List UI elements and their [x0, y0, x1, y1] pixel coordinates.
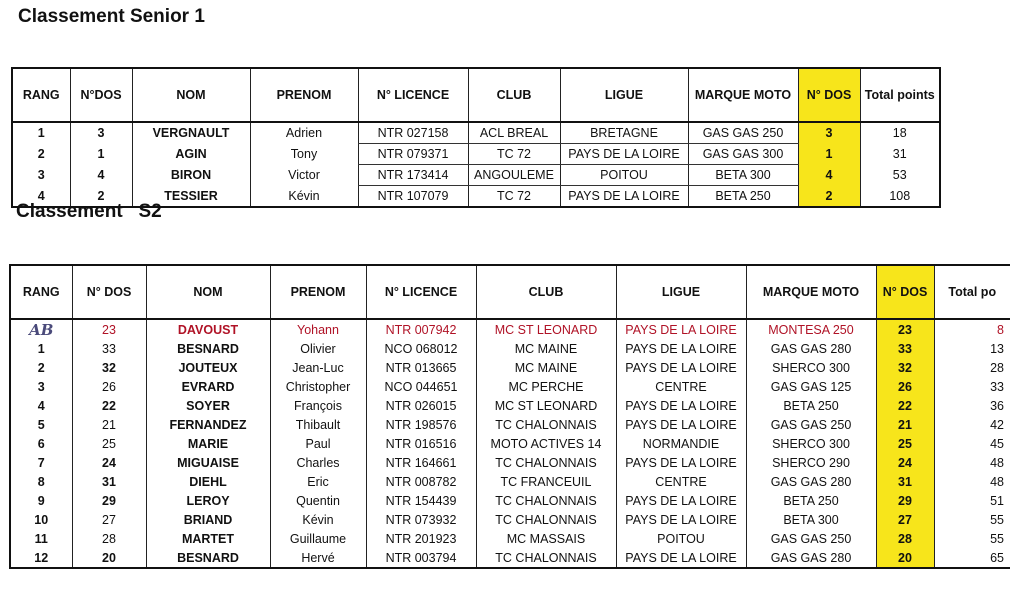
cell-moto: GAS GAS 300	[688, 144, 798, 165]
cell-dos2: 4	[798, 165, 860, 186]
table-row	[10, 319, 1010, 339]
cell-dos2: 33	[876, 339, 934, 358]
cell-ligue: PAYS DE LA LOIRE	[560, 144, 688, 165]
table-row	[10, 472, 1010, 491]
cell-ligue: POITOU	[560, 165, 688, 186]
cell-points: 45	[934, 434, 1010, 453]
cell-ligue: PAYS DE LA LOIRE	[616, 548, 746, 568]
cell-ligue: PAYS DE LA LOIRE	[616, 491, 746, 510]
cell-dos: 2	[70, 186, 132, 208]
table-row	[10, 396, 1010, 415]
cell-licence: NTR 016516	[366, 434, 476, 453]
cell-ligue: BRETAGNE	[560, 122, 688, 144]
s2-header-row	[10, 265, 1010, 319]
table-row	[12, 144, 940, 165]
cell-points: 31	[860, 144, 940, 165]
cell-nom: AGIN	[132, 144, 250, 165]
cell-points: 28	[934, 358, 1010, 377]
cell-dos2: 28	[876, 529, 934, 548]
cell-moto: GAS GAS 280	[746, 472, 876, 491]
cell-ligue: PAYS DE LA LOIRE	[560, 186, 688, 208]
senior1-header-row	[12, 68, 940, 122]
cell-club: ANGOULEME	[468, 165, 560, 186]
s2-header-rang: RANG	[10, 265, 72, 319]
cell-moto: GAS GAS 250	[746, 415, 876, 434]
table-row	[10, 339, 1010, 358]
cell-dos: 1	[70, 144, 132, 165]
cell-prenom: Eric	[270, 472, 366, 491]
s2-title: Classement S2	[16, 201, 162, 222]
cell-points: 48	[934, 472, 1010, 491]
cell-dos: 23	[72, 319, 146, 339]
cell-nom: BESNARD	[146, 548, 270, 568]
cell-ligue: CENTRE	[616, 472, 746, 491]
cell-prenom: François	[270, 396, 366, 415]
table-row	[10, 529, 1010, 548]
cell-licence: NTR 173414	[358, 165, 468, 186]
cell-club: TC FRANCEUIL	[476, 472, 616, 491]
cell-dos: 27	[72, 510, 146, 529]
cell-licence: NTR 164661	[366, 453, 476, 472]
cell-dos2: 2	[798, 186, 860, 208]
s2-header-dos2: N° DOS	[876, 265, 934, 319]
cell-ligue: PAYS DE LA LOIRE	[616, 396, 746, 415]
cell-moto: GAS GAS 125	[746, 377, 876, 396]
cell-dos: 31	[72, 472, 146, 491]
cell-nom: MARTET	[146, 529, 270, 548]
cell-points: 55	[934, 510, 1010, 529]
senior1-title: Classement Senior 1	[18, 6, 205, 27]
cell-moto: BETA 300	[688, 165, 798, 186]
cell-rang: 5	[10, 415, 72, 434]
cell-moto: BETA 250	[688, 186, 798, 208]
table-row	[10, 434, 1010, 453]
cell-club: ACL BREAL	[468, 122, 560, 144]
cell-ligue: PAYS DE LA LOIRE	[616, 358, 746, 377]
table-row	[10, 548, 1010, 568]
cell-club: TC CHALONNAIS	[476, 510, 616, 529]
cell-moto: GAS GAS 280	[746, 339, 876, 358]
cell-prenom: Adrien	[250, 122, 358, 144]
cell-dos: 24	[72, 453, 146, 472]
cell-points: 53	[860, 165, 940, 186]
cell-rang: 8	[10, 472, 72, 491]
cell-nom: FERNANDEZ	[146, 415, 270, 434]
s2-table	[9, 264, 1010, 569]
cell-dos2: 21	[876, 415, 934, 434]
cell-moto: BETA 250	[746, 396, 876, 415]
cell-licence: NCO 068012	[366, 339, 476, 358]
cell-licence: NTR 154439	[366, 491, 476, 510]
cell-club: MOTO ACTIVES 14	[476, 434, 616, 453]
cell-licence: NTR 013665	[366, 358, 476, 377]
cell-rang: 2	[12, 144, 70, 165]
cell-rang: 6	[10, 434, 72, 453]
cell-moto: SHERCO 300	[746, 434, 876, 453]
cell-dos2: 25	[876, 434, 934, 453]
cell-dos2: 26	[876, 377, 934, 396]
s2-header-licence: N° LICENCE	[366, 265, 476, 319]
cell-licence: NTR 201923	[366, 529, 476, 548]
cell-points: 55	[934, 529, 1010, 548]
cell-prenom: Christopher	[270, 377, 366, 396]
cell-ligue: PAYS DE LA LOIRE	[616, 453, 746, 472]
s2-body	[10, 319, 1010, 568]
cell-moto: SHERCO 290	[746, 453, 876, 472]
cell-prenom: Paul	[270, 434, 366, 453]
cell-ligue: POITOU	[616, 529, 746, 548]
cell-prenom: Hervé	[270, 548, 366, 568]
table-row	[10, 453, 1010, 472]
cell-ligue: PAYS DE LA LOIRE	[616, 510, 746, 529]
cell-club: TC CHALONNAIS	[476, 548, 616, 568]
cell-ligue: PAYS DE LA LOIRE	[616, 415, 746, 434]
s2-header-nom: NOM	[146, 265, 270, 319]
cell-points: 13	[934, 339, 1010, 358]
cell-dos: 3	[70, 122, 132, 144]
cell-dos: 25	[72, 434, 146, 453]
table-row	[10, 415, 1010, 434]
cell-rang: 9	[10, 491, 72, 510]
cell-prenom: Tony	[250, 144, 358, 165]
cell-dos2: 3	[798, 122, 860, 144]
cell-dos2: 23	[876, 319, 934, 339]
cell-prenom: Thibault	[270, 415, 366, 434]
s2-header-points: Total po	[934, 265, 1010, 319]
cell-club: MC ST LEONARD	[476, 396, 616, 415]
cell-points: 51	[934, 491, 1010, 510]
cell-nom: EVRARD	[146, 377, 270, 396]
cell-nom: VERGNAULT	[132, 122, 250, 144]
cell-nom: BRIAND	[146, 510, 270, 529]
cell-licence: NCO 044651	[366, 377, 476, 396]
cell-club: TC CHALONNAIS	[476, 491, 616, 510]
cell-prenom: Jean-Luc	[270, 358, 366, 377]
cell-nom: BESNARD	[146, 339, 270, 358]
senior1-header-licence: N° LICENCE	[358, 68, 468, 122]
cell-points: 65	[934, 548, 1010, 568]
cell-licence: NTR 026015	[366, 396, 476, 415]
senior1-table	[11, 67, 941, 208]
cell-nom: MARIE	[146, 434, 270, 453]
cell-dos2: 22	[876, 396, 934, 415]
senior1-header-dos: N°DOS	[70, 68, 132, 122]
table-row	[12, 165, 940, 186]
cell-licence: NTR 198576	[366, 415, 476, 434]
cell-dos2: 1	[798, 144, 860, 165]
table-row	[10, 491, 1010, 510]
cell-rang: 1	[12, 122, 70, 144]
s2-header-moto: MARQUE MOTO	[746, 265, 876, 319]
cell-prenom: Kévin	[250, 186, 358, 208]
cell-points: 108	[860, 186, 940, 208]
cell-rang: 7	[10, 453, 72, 472]
cell-rang: 1	[10, 339, 72, 358]
cell-rang: 4	[12, 186, 70, 208]
cell-licence: NTR 027158	[358, 122, 468, 144]
cell-licence: NTR 107079	[358, 186, 468, 208]
cell-dos2: 29	[876, 491, 934, 510]
cell-licence: NTR 079371	[358, 144, 468, 165]
cell-licence: NTR 073932	[366, 510, 476, 529]
cell-prenom: Guillaume	[270, 529, 366, 548]
cell-dos2: 27	[876, 510, 934, 529]
cell-club: TC CHALONNAIS	[476, 453, 616, 472]
cell-moto: MONTESA 250	[746, 319, 876, 339]
cell-nom: DIEHL	[146, 472, 270, 491]
table-row	[10, 377, 1010, 396]
cell-nom: BIRON	[132, 165, 250, 186]
cell-points: 42	[934, 415, 1010, 434]
cell-prenom: Yohann	[270, 319, 366, 339]
senior1-header-rang: RANG	[12, 68, 70, 122]
cell-moto: GAS GAS 250	[746, 529, 876, 548]
cell-licence: NTR 007942	[366, 319, 476, 339]
cell-moto: BETA 250	[746, 491, 876, 510]
cell-prenom: Charles	[270, 453, 366, 472]
cell-dos: 26	[72, 377, 146, 396]
cell-points: 48	[934, 453, 1010, 472]
cell-moto: GAS GAS 280	[746, 548, 876, 568]
cell-moto: SHERCO 300	[746, 358, 876, 377]
senior1-header-dos2: N° DOS	[798, 68, 860, 122]
cell-club: MC PERCHE	[476, 377, 616, 396]
cell-dos: 21	[72, 415, 146, 434]
cell-rang: 12	[10, 548, 72, 568]
cell-licence: NTR 008782	[366, 472, 476, 491]
table-row	[10, 510, 1010, 529]
cell-nom: SOYER	[146, 396, 270, 415]
cell-points: 36	[934, 396, 1010, 415]
cell-club: TC 72	[468, 144, 560, 165]
cell-points: 18	[860, 122, 940, 144]
cell-moto: BETA 300	[746, 510, 876, 529]
cell-rang: 10	[10, 510, 72, 529]
cell-ligue: NORMANDIE	[616, 434, 746, 453]
senior1-header-ligue: LIGUE	[560, 68, 688, 122]
cell-licence: NTR 003794	[366, 548, 476, 568]
cell-club: MC MAINE	[476, 339, 616, 358]
cell-nom: LEROY	[146, 491, 270, 510]
senior1-body	[12, 122, 940, 207]
cell-dos: 29	[72, 491, 146, 510]
cell-ligue: CENTRE	[616, 377, 746, 396]
cell-prenom: Victor	[250, 165, 358, 186]
cell-nom: MIGUAISE	[146, 453, 270, 472]
cell-ligue: PAYS DE LA LOIRE	[616, 319, 746, 339]
cell-rang: AB	[10, 319, 72, 339]
cell-nom: DAVOUST	[146, 319, 270, 339]
cell-prenom: Quentin	[270, 491, 366, 510]
cell-dos: 33	[72, 339, 146, 358]
cell-dos2: 20	[876, 548, 934, 568]
cell-nom: JOUTEUX	[146, 358, 270, 377]
cell-club: TC CHALONNAIS	[476, 415, 616, 434]
s2-header-dos: N° DOS	[72, 265, 146, 319]
cell-dos: 22	[72, 396, 146, 415]
senior1-header-club: CLUB	[468, 68, 560, 122]
cell-points: 33	[934, 377, 1010, 396]
cell-dos2: 32	[876, 358, 934, 377]
cell-prenom: Kévin	[270, 510, 366, 529]
s2-header-prenom: PRENOM	[270, 265, 366, 319]
cell-rang: 3	[12, 165, 70, 186]
cell-points: 8	[934, 319, 1010, 339]
cell-dos: 32	[72, 358, 146, 377]
table-row	[12, 122, 940, 144]
cell-dos: 28	[72, 529, 146, 548]
cell-dos: 4	[70, 165, 132, 186]
senior1-header-moto: MARQUE MOTO	[688, 68, 798, 122]
table-row	[10, 358, 1010, 377]
cell-ligue: PAYS DE LA LOIRE	[616, 339, 746, 358]
cell-club: MC ST LEONARD	[476, 319, 616, 339]
cell-club: TC 72	[468, 186, 560, 208]
cell-dos: 20	[72, 548, 146, 568]
cell-rang: 4	[10, 396, 72, 415]
senior1-header-nom: NOM	[132, 68, 250, 122]
senior1-header-prenom: PRENOM	[250, 68, 358, 122]
s2-header-club: CLUB	[476, 265, 616, 319]
cell-dos2: 31	[876, 472, 934, 491]
cell-club: MC MASSAIS	[476, 529, 616, 548]
cell-dos2: 24	[876, 453, 934, 472]
cell-moto: GAS GAS 250	[688, 122, 798, 144]
cell-rang: 3	[10, 377, 72, 396]
cell-nom: TESSIER	[132, 186, 250, 208]
s2-header-ligue: LIGUE	[616, 265, 746, 319]
cell-prenom: Olivier	[270, 339, 366, 358]
cell-club: MC MAINE	[476, 358, 616, 377]
cell-rang: 11	[10, 529, 72, 548]
senior1-header-points: Total points	[860, 68, 940, 122]
cell-rang: 2	[10, 358, 72, 377]
